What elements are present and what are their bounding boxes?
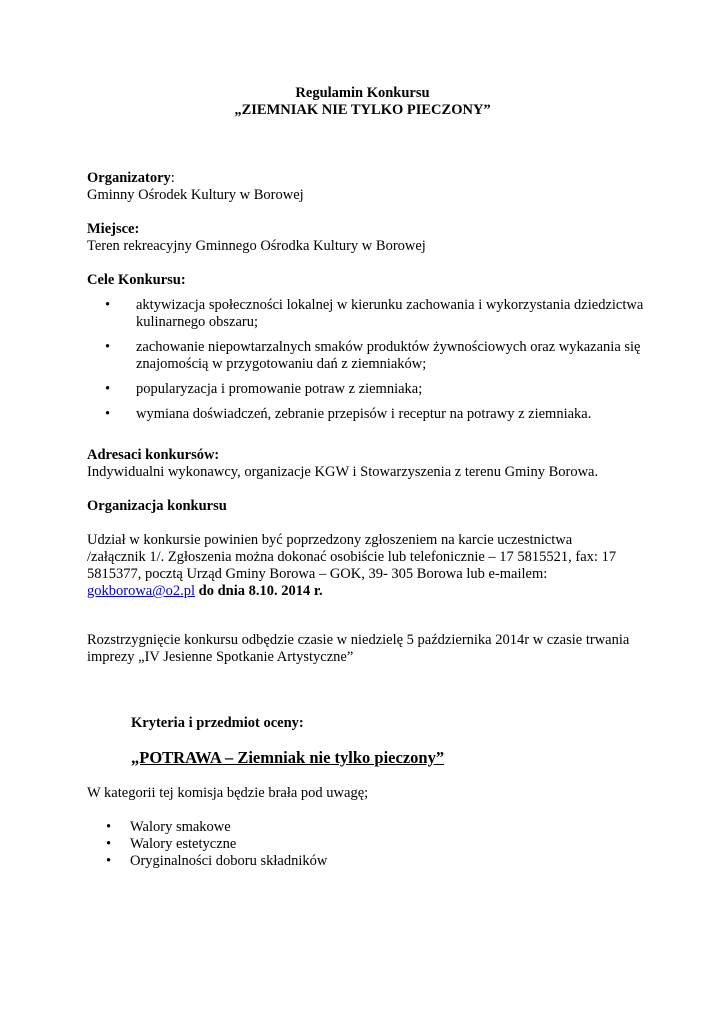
organizers-colon: : [170, 170, 175, 186]
criteria-intro: W kategorii tej komisja będzie brała pod uwagę; [87, 785, 369, 801]
goals-item-text: wymiana doświadczeń, zebranie przepisów i receptur na potrawy z ziemniaka. [136, 406, 592, 422]
goals-list [105, 297, 656, 423]
deadline-text: do dnia 8.10. 2014 r. [195, 583, 323, 599]
bullet-icon: • [105, 381, 111, 397]
goals-item [105, 406, 656, 423]
organizers-label: Organizatory [87, 170, 171, 186]
title-line-2: „ZIEMNIAK NIE TYLKO PIECZONY” [234, 102, 491, 118]
criteria-item-text: Oryginalności doboru składników [130, 853, 328, 869]
bullet-icon: • [105, 339, 111, 355]
bullet-icon: • [106, 836, 112, 852]
organization-paragraph-2: Rozstrzygnięcie konkursu odbędzie czasie w niedzielę 5 października 2014r w czasie trwania imprezy „IV Jesienne Spotkanie Artystyczne” [87, 632, 630, 665]
email-link[interactable]: gokborowa@o2.pl [87, 583, 195, 599]
goals-label: Cele Konkursu: [87, 272, 186, 288]
place-text: Teren rekreacyjny Gminnego Ośrodka Kultury w Borowej [87, 238, 426, 254]
criteria-item-text: Walory estetyczne [130, 836, 237, 852]
organization-text: Udział w konkursie powinien być poprzedzony zgłoszeniem na karcie uczestnictwa /załącznik 1/. Zgłoszenia można dokonać osobiście lub telefonicznie – 17 5815521, fax: 17 5815377, pocztą Urząd Gminy Borowa – GOK, 39- 305 Borowa lub e-mailem: [87, 532, 617, 582]
goals-item [105, 339, 656, 373]
organizers-heading [87, 170, 175, 187]
criteria-item [106, 819, 327, 836]
organization-paragraph-1 [87, 532, 627, 600]
bullet-icon: • [105, 297, 111, 313]
goals-item [105, 381, 656, 398]
criteria-category: „POTRAWA – Ziemniak nie tylko pieczony” [131, 748, 445, 767]
recipients-text: Indywidualni wykonawcy, organizacje KGW i Stowarzyszenia z terenu Gminy Borowa. [87, 464, 599, 480]
goals-item-text: popularyzacja i promowanie potraw z ziemniaka; [136, 381, 423, 397]
bullet-icon: • [106, 853, 112, 869]
title-line-1: Regulamin Konkursu [295, 85, 430, 101]
recipients-label: Adresaci konkursów: [87, 447, 220, 463]
criteria-list [106, 819, 327, 870]
bullet-icon: • [105, 406, 111, 422]
organization-label: Organizacja konkursu [87, 498, 227, 514]
goals-item [105, 297, 656, 331]
goals-item-text: zachowanie niepowtarzalnych smaków produktów żywnościowych oraz wykazania się znajomością w przygotowaniu dań z ziemniaków; [136, 339, 641, 372]
bullet-icon: • [106, 819, 112, 835]
place-label: Miejsce: [87, 221, 140, 237]
criteria-label: Kryteria i przedmiot oceny: [131, 715, 304, 731]
criteria-item [106, 853, 327, 870]
organizers-text: Gminny Ośrodek Kultury w Borowej [87, 187, 304, 203]
criteria-item-text: Walory smakowe [130, 819, 231, 835]
goals-item-text: aktywizacja społeczności lokalnej w kierunku zachowania i wykorzystania dziedzictwa kulinarnego obszaru; [136, 297, 644, 330]
criteria-item [106, 836, 327, 853]
